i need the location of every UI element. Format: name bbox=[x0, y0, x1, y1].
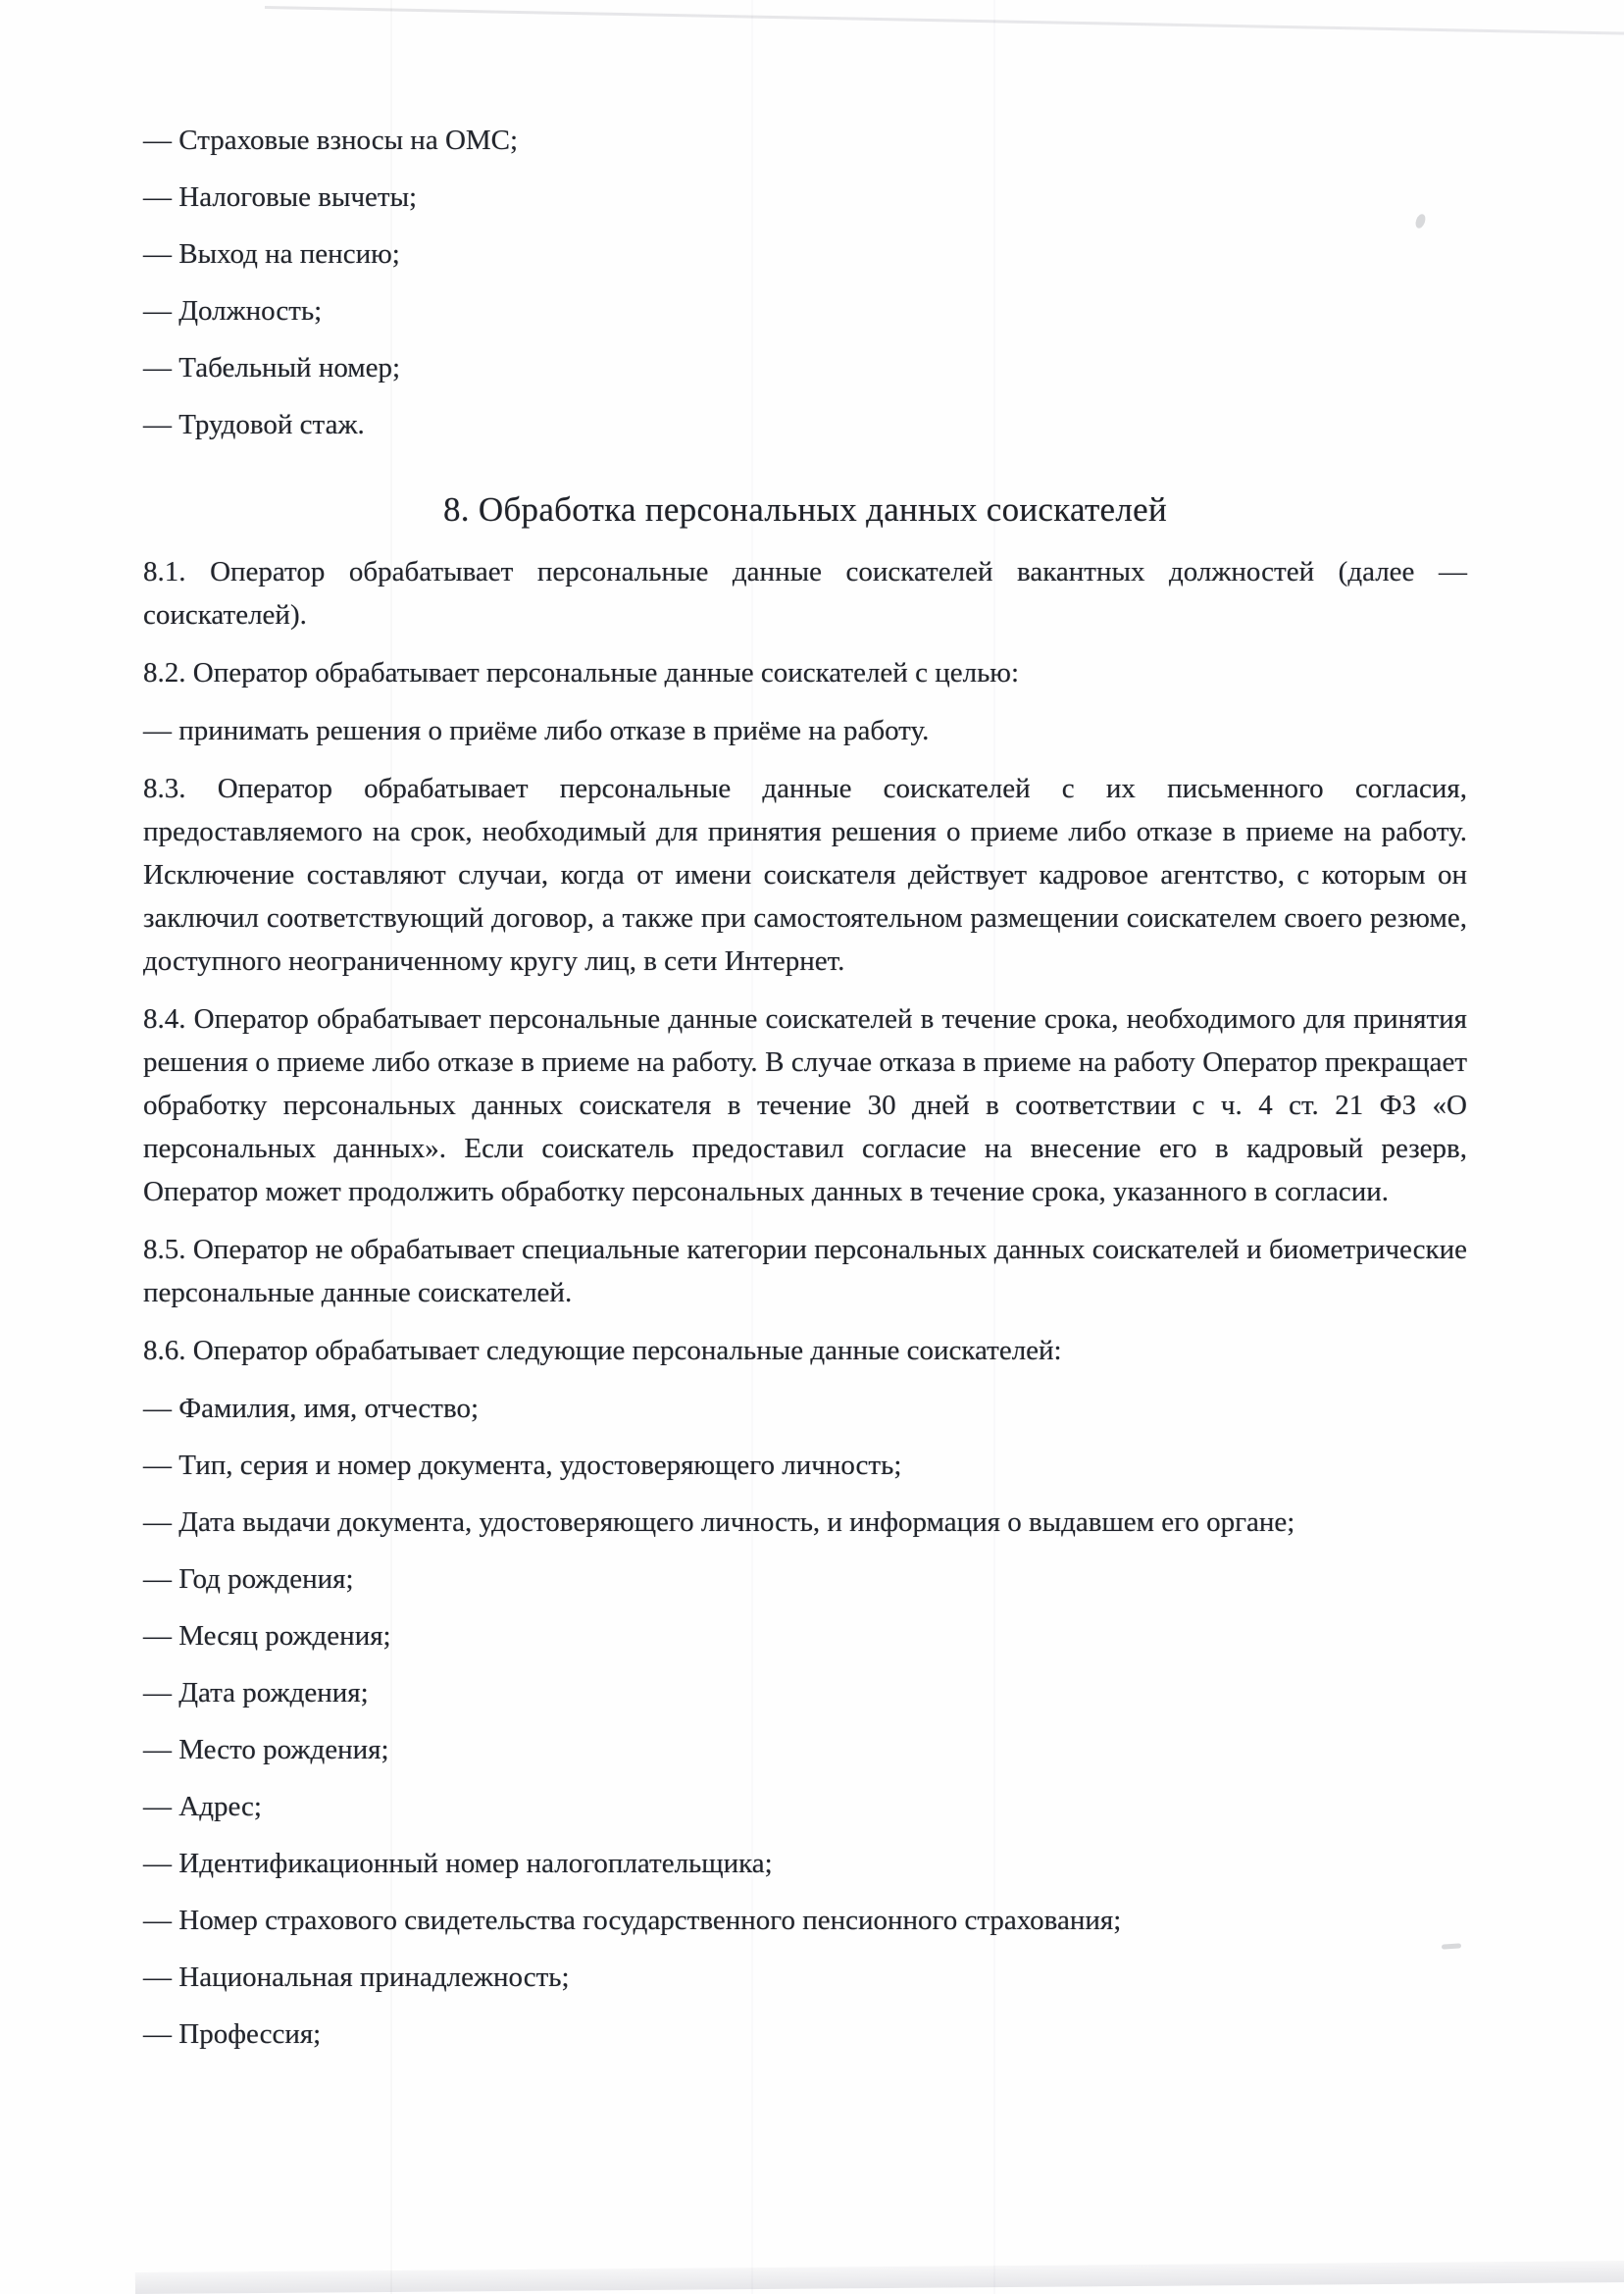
paragraph-8-2: 8.2. Оператор обрабатывает персональные данные соискателей с целью: bbox=[143, 657, 1020, 688]
list-item: — Тип, серия и номер документа, удостоверяющего личность; bbox=[143, 1450, 902, 1481]
scan-artifact-bottom-band bbox=[135, 2261, 1624, 2294]
list-item: — Выход на пенсию; bbox=[143, 238, 400, 270]
list-item: — Национальная принадлежность; bbox=[143, 1962, 570, 1993]
list-item: — Должность; bbox=[143, 295, 323, 327]
section-heading: 8. Обработка персональных данных соискателей bbox=[442, 490, 1168, 529]
list-item: — Номер страхового свидетельства государственного пенсионного страхования; bbox=[143, 1905, 1122, 1936]
list-item: — Страховые взносы на ОМС; bbox=[143, 125, 519, 156]
list-item: — Дата рождения; bbox=[143, 1677, 369, 1708]
scan-artifact-top-edge bbox=[265, 6, 1624, 35]
paragraph-8-2-bullet: — принимать решения о приёме либо отказе в приёме на работу. bbox=[143, 715, 930, 746]
list-item: — Трудовой стаж. bbox=[143, 409, 365, 440]
list-item: — Фамилия, имя, отчество; bbox=[143, 1393, 480, 1424]
applicant-data-list bbox=[143, 1387, 1467, 2056]
list-item: — Место рождения; bbox=[143, 1734, 389, 1765]
list-item: — Идентификационный номер налогоплательщика; bbox=[143, 1848, 773, 1879]
list-item: — Профессия; bbox=[143, 2018, 322, 2050]
list-item: — Месяц рождения; bbox=[143, 1620, 391, 1652]
paragraph-8-5: 8.5. Оператор не обрабатывает специальные категории персональных данных соискателей и биометрические персональные данные соискателей. bbox=[143, 1234, 1467, 1308]
paragraph-8-3: 8.3. Оператор обрабатывает персональные данные соискателей с их письменного согласия, предоставляемого на срок, необходимый для принятия решения о приеме либо отказе в приеме на работу. Исключение составляют случаи, когда от имени соискателя действует кадровое агентство, с которым он заключил соответствующий договор, а также при самостоятельном размещении соискателем своего резюме, доступного неограниченному кругу лиц, в сети Интернет. bbox=[143, 773, 1467, 977]
list-item: — Табельный номер; bbox=[143, 352, 401, 383]
list-item: — Дата выдачи документа, удостоверяющего личность, и информация о выдавшем его органе; bbox=[143, 1506, 1295, 1538]
paragraph-8-1: 8.1. Оператор обрабатывает персональные данные соискателей вакантных должностей (далее — соискателей). bbox=[143, 556, 1467, 631]
list-item: — Год рождения; bbox=[143, 1563, 354, 1595]
paragraph-8-6: 8.6. Оператор обрабатывает следующие персональные данные соискателей: bbox=[143, 1335, 1062, 1366]
list-item: — Адрес; bbox=[143, 1791, 262, 1822]
list-item: — Налоговые вычеты; bbox=[143, 181, 418, 213]
intro-list bbox=[143, 119, 1467, 446]
paragraph-8-4: 8.4. Оператор обрабатывает персональные данные соискателей в течение срока, необходимого для принятия решения о приеме либо отказе в приеме на работу. В случае отказа в приеме на работу Оператор прекращает обработку персональных данных соискателя в течение 30 дней в соответствии с ч. 4 ст. 21 ФЗ «О персональных данных». Если соискатель предоставил согласие на внесение его в кадровый резерв, Оператор может продолжить обработку персональных данных в течение срока, указанного в согласии. bbox=[143, 1003, 1467, 1207]
